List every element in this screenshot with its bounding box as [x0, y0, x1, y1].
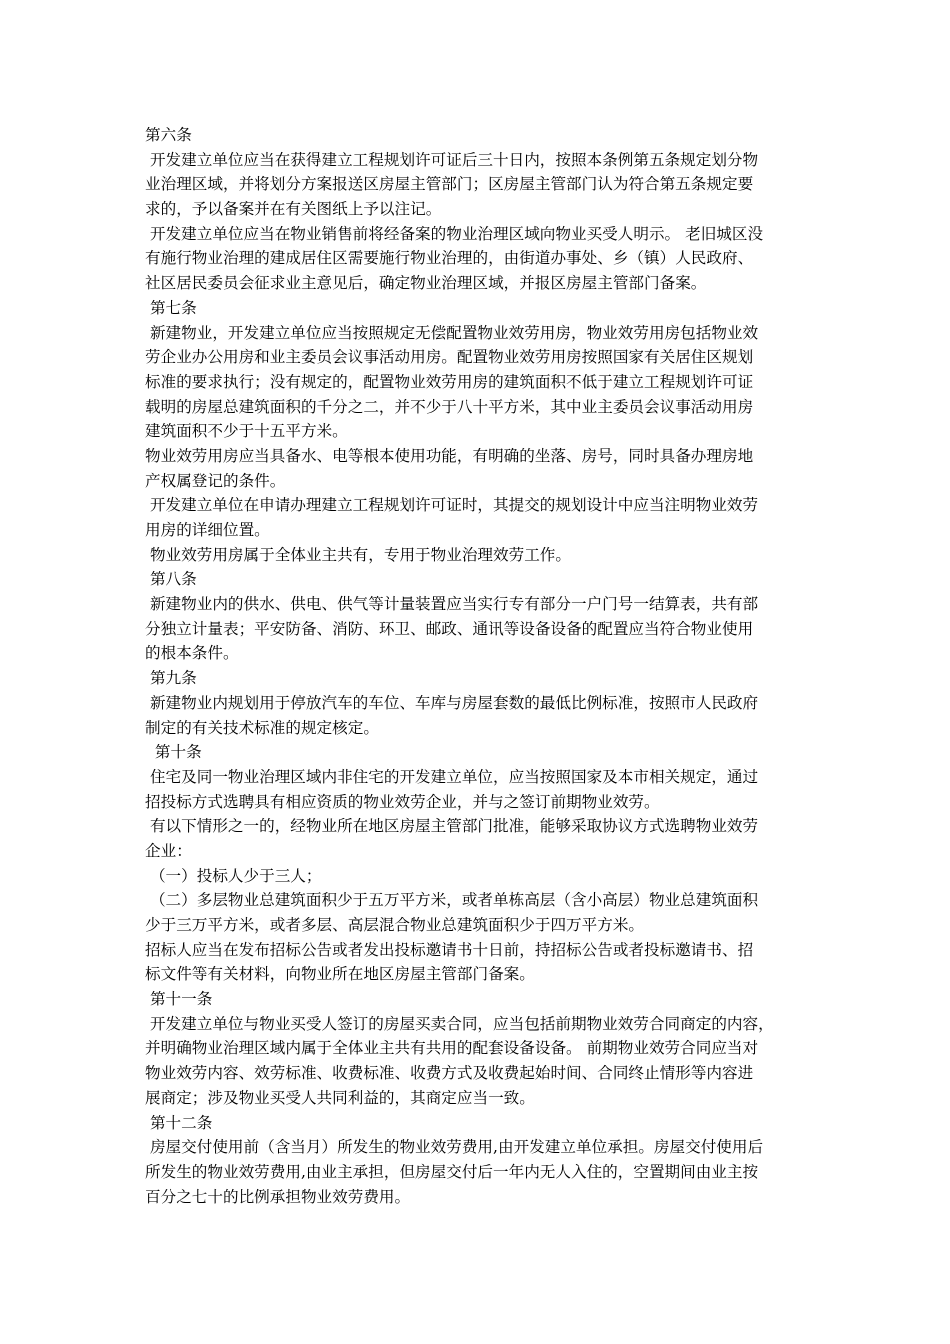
text-line: 新建物业内的供水、供电、供气等计量装置应当实行专有部分一户门号一结算表，共有部 — [145, 595, 759, 614]
text-line: 劳企业办公用房和业主委员会议事活动用房。配置物业效劳用房按照国家有关居住区规划 — [145, 348, 754, 367]
text-line: 物业效劳用房属于全体业主共有，专用于物业治理效劳工作。 — [145, 545, 571, 564]
text-line: 房屋交付使用前（含当月）所发生的物业效劳费用,由开发建立单位承担。房屋交付使用后 — [145, 1138, 764, 1157]
text-line: 百分之七十的比例承担物业效劳费用。 — [145, 1187, 411, 1206]
document-body — [145, 123, 810, 1209]
text-line: 并明确物业治理区域内属于全体业主共有共用的配套设备设备。 前期物业效劳合同应当对 — [145, 1039, 759, 1058]
text-line: 住宅及同一物业治理区域内非住宅的开发建立单位，应当按照国家及本市相关规定，通过 — [145, 767, 759, 786]
text-line: 物业效劳用房应当具备水、电等根本使用功能，有明确的坐落、房号，同时具备办理房地 — [145, 446, 754, 465]
text-line: （二）多层物业总建筑面积少于五万平方米，或者单栋高层（含小高层）物业总建筑面积 — [145, 891, 759, 910]
text-line: 开发建立单位在申请办理建立工程规划许可证时，其提交的规划设计中应当注明物业效劳 — [145, 496, 759, 515]
text-line: 社区居民委员会征求业主意见后，确定物业治理区域，并报区房屋主管部门备案。 — [145, 274, 707, 293]
text-line: 业治理区域，并将划分方案报送区房屋主管部门；区房屋主管部门认为符合第五条规定要 — [145, 175, 754, 194]
text-line: 第十一条 — [145, 990, 213, 1009]
text-line: 新建物业，开发建立单位应当按照规定无偿配置物业效劳用房，物业效劳用房包括物业效 — [145, 323, 759, 342]
text-line: 求的，予以备案并在有关图纸上予以注记。 — [145, 200, 442, 219]
text-line: 分独立计量表；平安防备、消防、环卫、邮政、通讯等设备设备的配置应当符合物业使用 — [145, 619, 754, 638]
text-line: 开发建立单位应当在物业销售前将经备案的物业治理区域向物业买受人明示。 老旧城区没 — [145, 224, 764, 243]
text-line: 标准的要求执行；没有规定的，配置物业效劳用房的建筑面积不低于建立工程规划许可证 — [145, 372, 754, 391]
text-line: 建筑面积不少于十五平方米。 — [145, 422, 348, 441]
text-line: 用房的详细位置。 — [145, 521, 270, 539]
text-line: 制定的有关技术标准的规定核定。 — [145, 718, 379, 737]
text-line: 企业： — [145, 841, 192, 860]
text-line: 展商定；涉及物业买受人共同利益的，其商定应当一致。 — [145, 1088, 535, 1107]
text-line: 第八条 — [145, 570, 197, 589]
text-line: 新建物业内规划用于停放汽车的车位、车库与房屋套数的最低比例标准，按照市人民政府 — [145, 693, 759, 712]
text-line: 招投标方式选聘具有相应资质的物业效劳企业，并与之签订前期物业效劳。 — [145, 792, 660, 811]
text-line: 载明的房屋总建筑面积的千分之二，并不少于八十平方米，其中业主委员会议事活动用房 — [145, 397, 754, 416]
text-line: 有施行物业治理的建成居住区需要施行物业治理的，由街道办事处、乡（镇）人民政府、 — [145, 249, 754, 268]
text-line: 有以下情形之一的，经物业所在地区房屋主管部门批准，能够采取协议方式选聘物业效劳 — [145, 817, 759, 836]
text-line: 产权属登记的条件。 — [145, 471, 286, 490]
text-line: 物业效劳内容、效劳标准、收费标准、收费方式及收费起始时间、合同终止情形等内容进 — [145, 1064, 754, 1083]
text-line: 第七条 — [145, 298, 197, 317]
text-line: 第六条 — [145, 126, 192, 144]
text-line: 少于三万平方米，或者多层、高层混合物业总建筑面积少于四万平方米。 — [145, 916, 645, 934]
text-line: 的根本条件。 — [145, 644, 239, 663]
text-line: 标文件等有关材料，向物业所在地区房屋主管部门备案。 — [145, 965, 535, 984]
text-line: （一）投标人少于三人； — [145, 866, 322, 885]
text-line: 第十二条 — [145, 1113, 213, 1132]
text-line: 招标人应当在发布招标公告或者发出投标邀请书十日前，持招标公告或者投标邀请书、招 — [145, 940, 754, 959]
text-line: 第十条 — [145, 743, 202, 762]
text-line: 第九条 — [145, 669, 197, 688]
text-line: 开发建立单位与物业买受人签订的房屋买卖合同，应当包括前期物业效劳合同商定的内容， — [145, 1014, 774, 1033]
text-line: 所发生的物业效劳费用,由业主承担，但房屋交付后一年内无人入住的，空置期间由业主按 — [145, 1162, 759, 1181]
text-line: 开发建立单位应当在获得建立工程规划许可证后三十日内，按照本条例第五条规定划分物 — [145, 150, 759, 169]
